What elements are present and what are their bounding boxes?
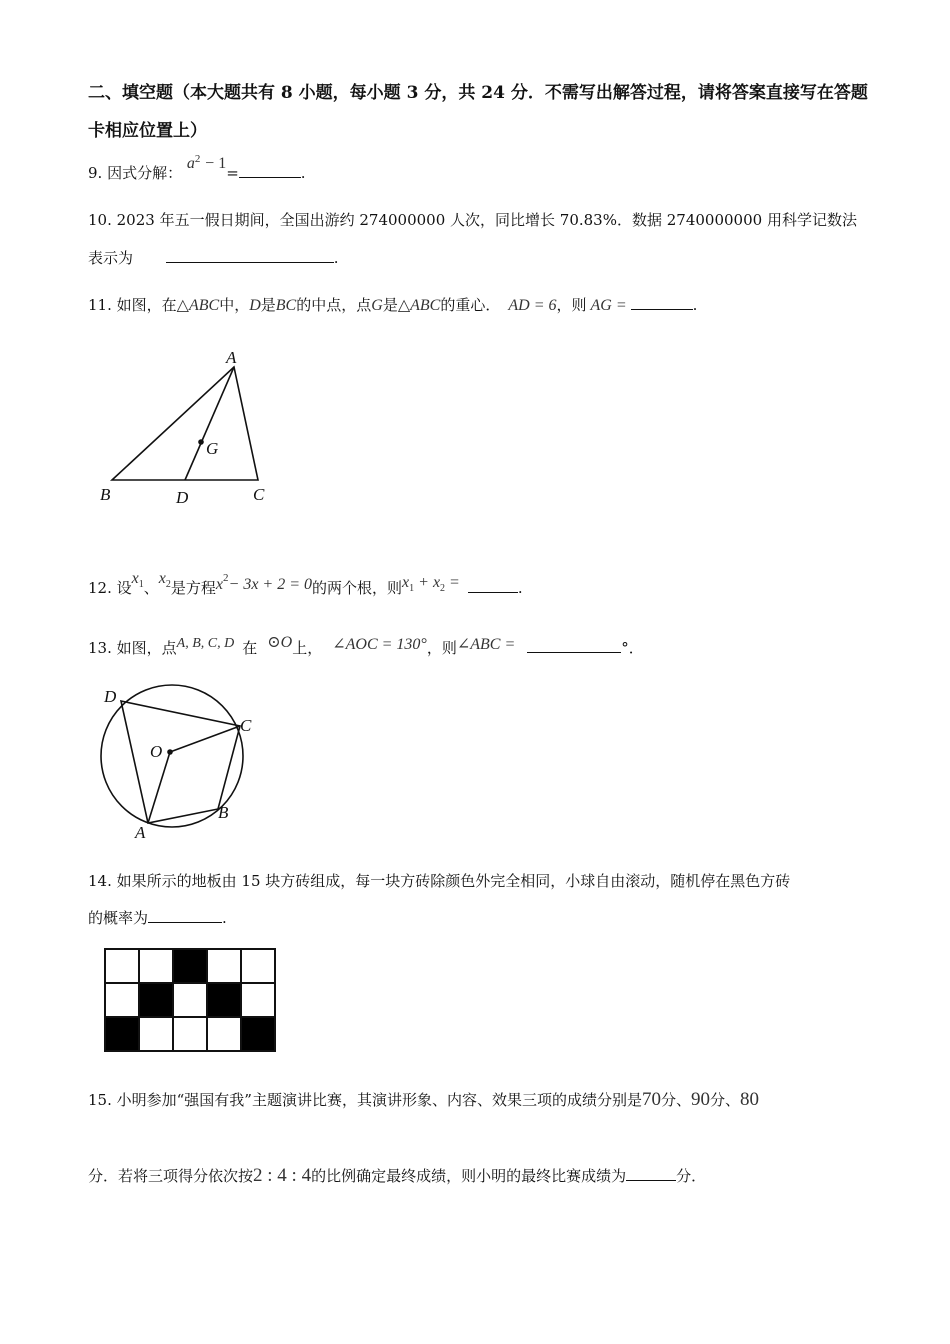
q-text: ，则 [426, 639, 457, 657]
white-tile [139, 949, 173, 983]
black-tile [207, 983, 241, 1017]
q-end: . [692, 296, 698, 314]
answer-blank[interactable] [527, 638, 621, 653]
math-op: = [445, 574, 460, 591]
white-tile [241, 983, 275, 1017]
center-point [167, 749, 173, 755]
question-11 [88, 295, 697, 316]
q-text: 表示为 [88, 249, 134, 267]
white-tile [139, 1017, 173, 1051]
q-number: 13. [88, 639, 112, 657]
label-o: O [150, 742, 163, 761]
question-12 [88, 570, 523, 601]
radius-oa [148, 752, 170, 823]
q-end: . [222, 909, 227, 927]
question-14 [88, 871, 790, 891]
math-var: x [131, 570, 139, 587]
median-ad [185, 367, 234, 480]
math-circle: ⊙O [267, 634, 293, 651]
q-text: 在 [242, 639, 258, 657]
q-text: 分、 [710, 1091, 741, 1109]
math-sub: 2 [165, 579, 171, 590]
q-text: 是方程 [170, 579, 216, 597]
floor-tile-grid [104, 948, 276, 1052]
q-end: . [333, 249, 339, 267]
question-13 [88, 634, 644, 660]
white-tile [241, 949, 275, 983]
white-tile [207, 949, 241, 983]
q-text: 小明参加“强国有我”主题演讲比赛，其演讲形象、内容、效果三项的成绩分别是 [116, 1091, 642, 1109]
math-condition: AD = 6 [508, 297, 557, 314]
q-text: 如果所示的地板由 15 块方砖组成，每一块方砖除颜色外完全相同，小球自由滚动，随机停在黑色方砖 [116, 872, 791, 890]
q-text: 因式分解： [107, 164, 183, 182]
white-tile [173, 983, 207, 1017]
answer-blank[interactable] [148, 908, 222, 923]
q-number: 9. [88, 164, 103, 182]
circle-figure [92, 682, 272, 842]
q-text: 是 [260, 296, 276, 314]
triangle-figure [98, 345, 278, 510]
q-number: 11. [88, 296, 112, 314]
question-10-line2 [88, 248, 339, 268]
label-a: A [135, 823, 146, 842]
q-text: 分．若将三项得分依次按 [88, 1167, 254, 1185]
q-text: 如图，在 [116, 296, 177, 314]
equals-sign: = [226, 164, 239, 182]
q-text: 分、 [660, 1091, 691, 1109]
label-g: G [206, 439, 219, 458]
answer-blank[interactable] [631, 295, 693, 310]
q-text: 是 [382, 296, 398, 314]
label-b: B [100, 485, 111, 504]
q-text: 如图，点 [116, 639, 177, 657]
white-tile [207, 1017, 241, 1051]
q-number: 12. [88, 579, 112, 597]
question-14-line2 [88, 908, 227, 928]
q-number: 14. [88, 872, 112, 890]
q-end: . [517, 579, 523, 597]
math-exp: 2 [194, 153, 201, 165]
q-number: 15. [88, 1091, 112, 1109]
math-equation: − 3x + 2 = 0 [228, 576, 313, 593]
black-tile [139, 983, 173, 1017]
answer-blank[interactable] [626, 1166, 676, 1181]
math-var: x [215, 576, 224, 593]
q-end: . [300, 164, 306, 182]
math-triangle: △ABC [176, 297, 220, 314]
math-sub: 1 [409, 583, 415, 594]
score-value: 80 [740, 1089, 760, 1110]
white-tile [173, 1017, 207, 1051]
q-text: 的重心． [440, 296, 501, 314]
q-text: 的比例确定最终成绩，则小明的最终比赛成绩为 [311, 1167, 627, 1185]
label-d: D [176, 488, 189, 507]
math-var: x [402, 574, 410, 591]
q-text: 上， [292, 639, 323, 657]
math-points: A, B, C, D [176, 636, 235, 651]
math-sub: 1 [138, 579, 144, 590]
black-tile [173, 949, 207, 983]
black-tile [105, 1017, 139, 1051]
q-text: ，则 [556, 296, 587, 314]
score-value: 90 [691, 1089, 710, 1110]
q-text: 、 [143, 579, 159, 597]
math-ask: ∠ABC = [456, 636, 516, 653]
q-number: 10. [88, 211, 112, 229]
math-ask: AG = [590, 297, 627, 314]
math-segment: BC [275, 297, 297, 314]
answer-blank[interactable] [468, 578, 518, 593]
q-text: 的中点，点 [296, 296, 372, 314]
q-text: 2023 年五一假日期间，全国出游约 274000000 人次，同比增长 70.83%．数据 2740000000 用科学记数法 [116, 211, 857, 229]
math-point: G [371, 297, 383, 314]
q-text: 的概率为 [88, 909, 149, 927]
answer-blank[interactable] [166, 248, 334, 263]
question-10 [88, 210, 857, 230]
question-9 [88, 153, 306, 185]
math-exp: 2 [223, 572, 229, 584]
triangle-abc [112, 367, 258, 480]
q-end: °． [621, 639, 644, 657]
white-tile [105, 983, 139, 1017]
white-tile [105, 949, 139, 983]
question-15 [88, 1090, 759, 1110]
label-c: C [253, 485, 265, 504]
section-heading: 二、填空题（本大题共有 8 小题，每小题 3 分，共 24 分．不需写出解答过程，请将答案直接写在答题卡相应位置上） [88, 83, 868, 141]
math-sub: 2 [440, 583, 446, 594]
answer-blank[interactable] [239, 163, 301, 178]
math-rest: − 1 [205, 155, 227, 172]
math-point: D [249, 297, 261, 314]
math-op: + x [414, 574, 441, 591]
question-15-line2 [88, 1166, 706, 1186]
q-text: 的两个根，则 [312, 579, 403, 597]
q-end: 分． [676, 1167, 707, 1185]
centroid-point [198, 439, 204, 445]
ratio-value: 2 : 4 : 4 [253, 1165, 312, 1186]
black-tile [241, 1017, 275, 1051]
label-d: D [104, 687, 117, 706]
math-condition: ∠AOC = 130° [332, 636, 427, 653]
q-text: 设 [116, 579, 132, 597]
label-c: C [240, 716, 252, 735]
math-base: a [186, 155, 195, 172]
label-b: B [218, 803, 229, 822]
label-a: A [226, 348, 237, 367]
radius-oc [170, 726, 240, 752]
math-triangle: △ABC [397, 297, 441, 314]
score-value: 70 [641, 1089, 661, 1110]
math-var: x [158, 570, 166, 587]
q-text: 中， [219, 296, 250, 314]
